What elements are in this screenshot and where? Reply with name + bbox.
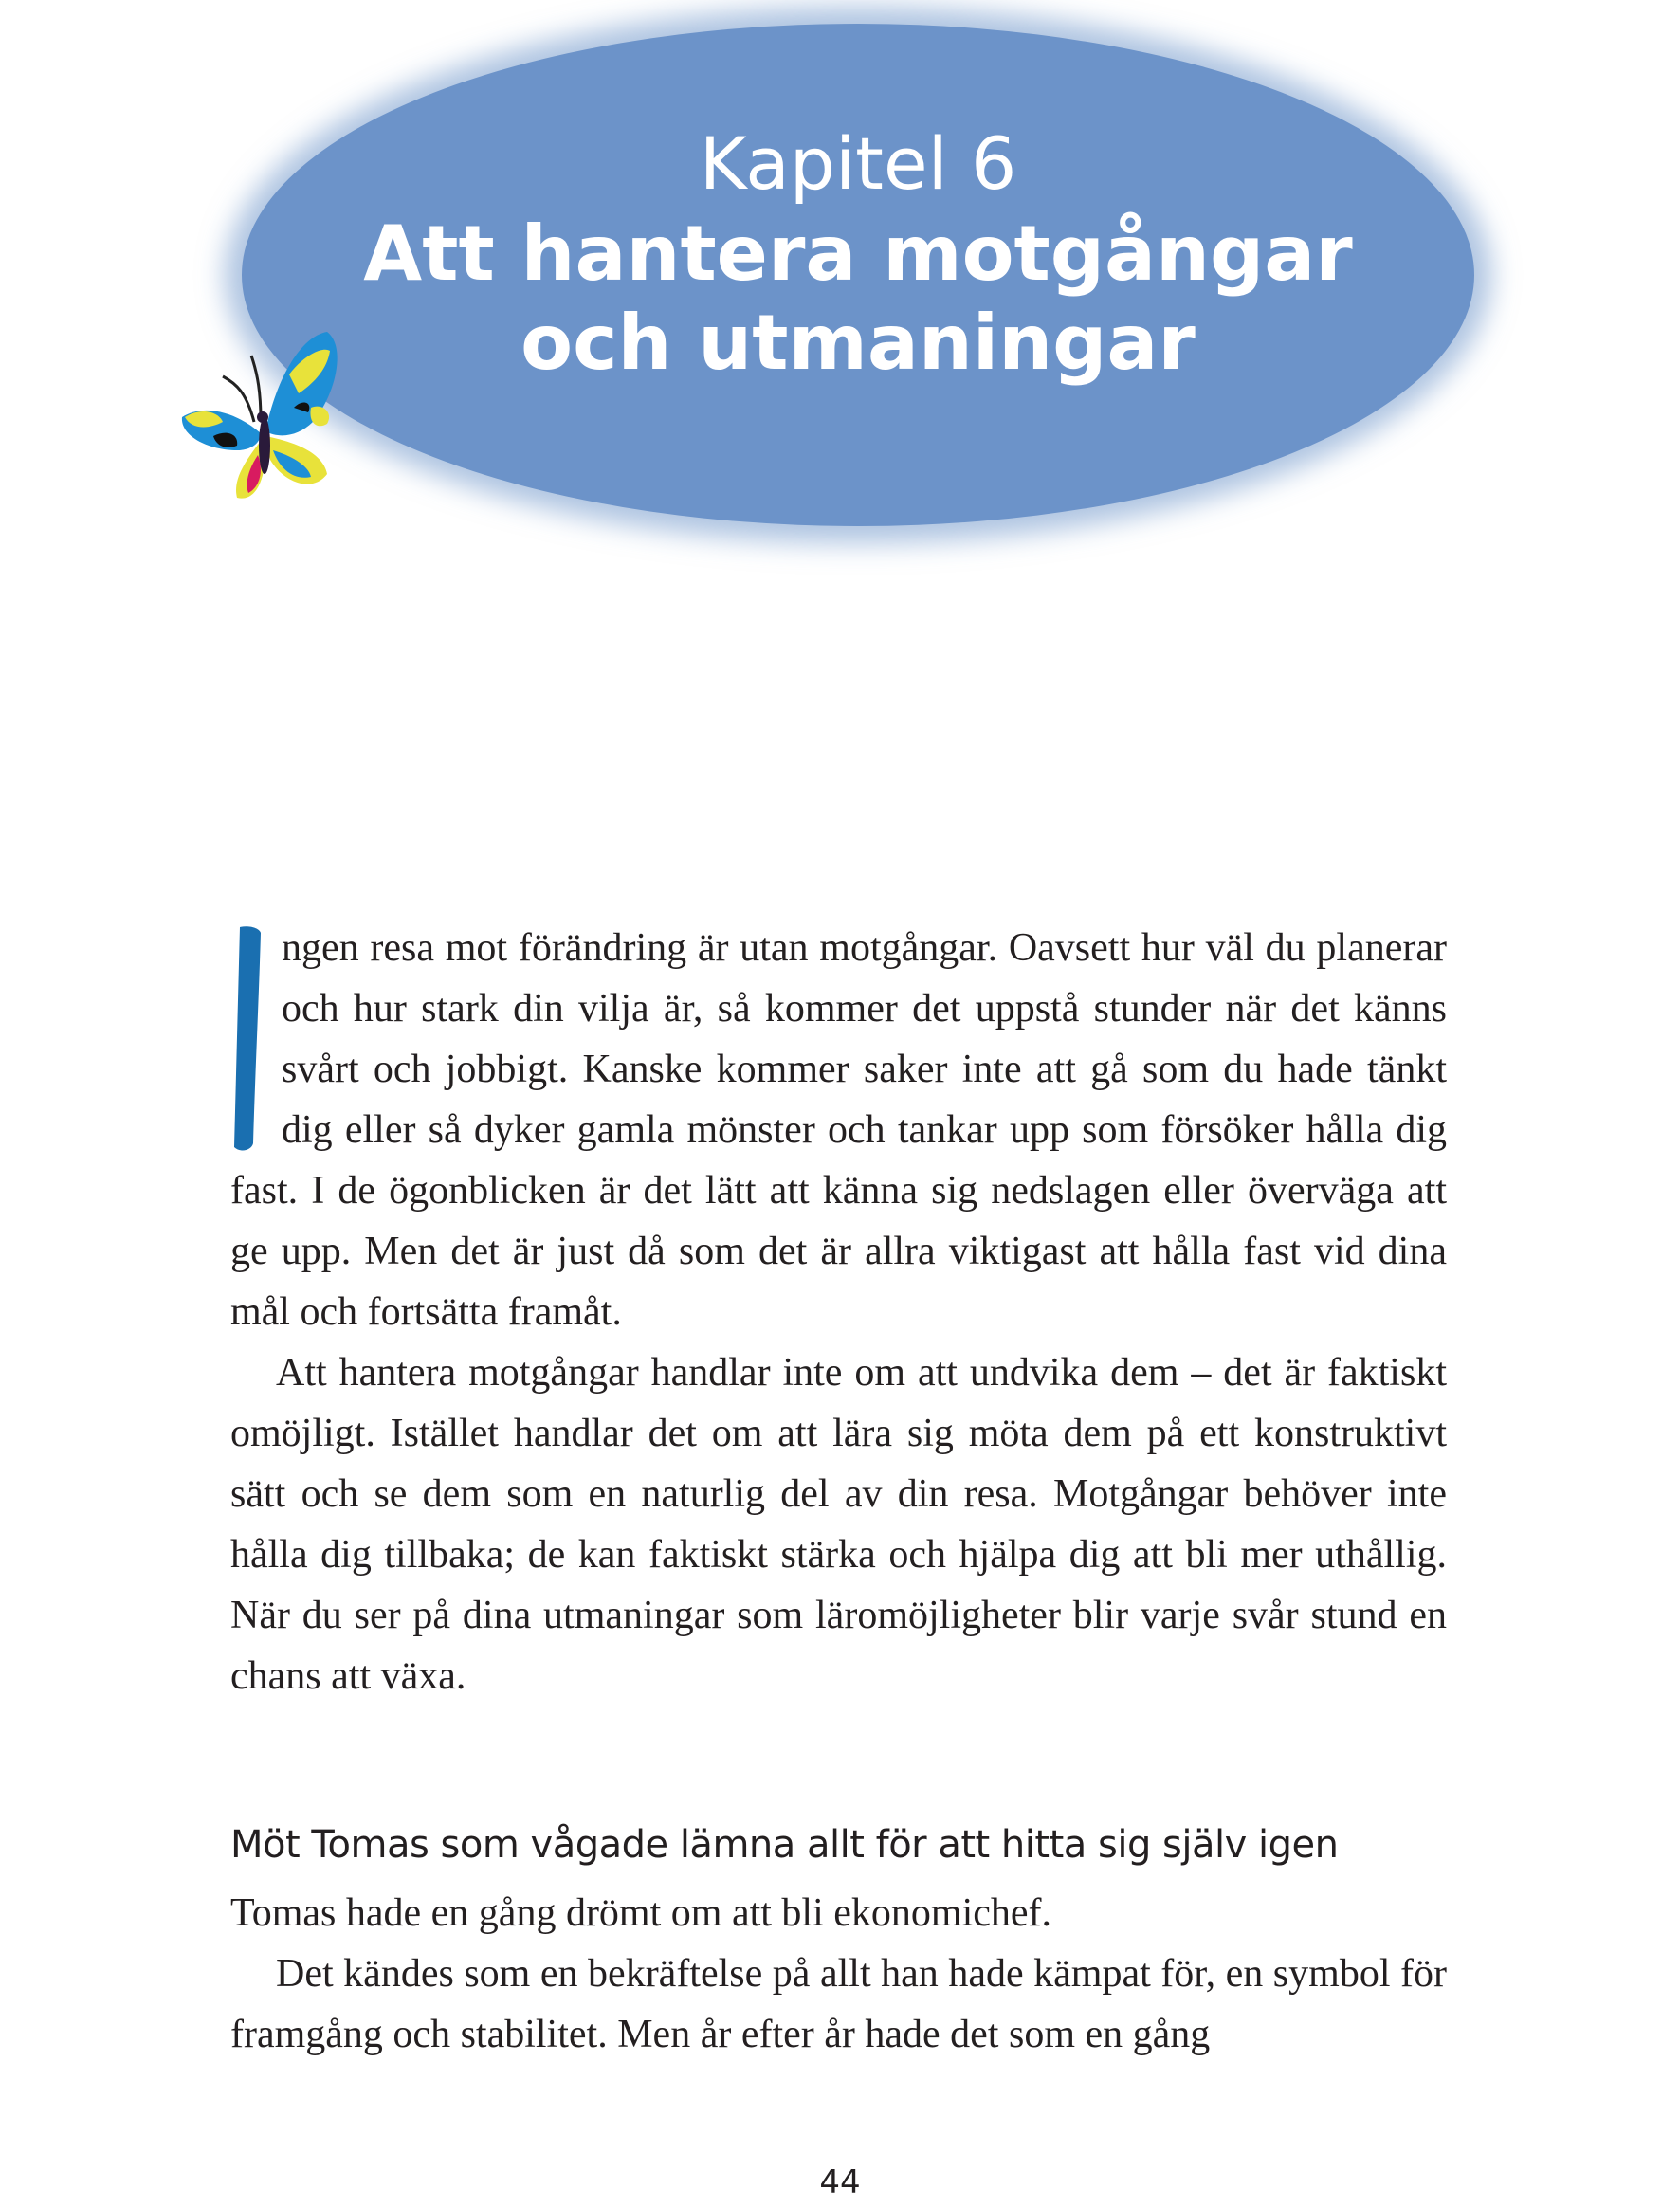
chapter-title-line2: och utmaningar bbox=[520, 299, 1196, 387]
chapter-title-line1: Att hantera motgångar bbox=[363, 210, 1353, 298]
section-paragraph-1: Tomas hade en gång drömt om att bli ekonomichef. bbox=[230, 1891, 1052, 1935]
page-number: 44 bbox=[819, 2163, 861, 2201]
intro-paragraph-1: ngen resa mot förändring är utan motgångar. Oavsett hur väl du planerar och hur stark din vilja är, så kommer det uppstå stunder när det känns svårt och jobbigt. Kanske kommer saker inte att gå som du hade tänkt dig eller så dyker gamla mönster och tankar upp som försöker hålla dig fast. I de ögonblicken är det lätt att känna sig nedslagen eller överväga att ge upp. Men det är just då som det är allra viktigast att hålla fast vid dina mål och fortsätta framåt. bbox=[230, 926, 1447, 1334]
intro-paragraph-2: Att hantera motgångar handlar inte om att undvika dem – det är faktiskt omöjligt. Istället handlar det om att lära sig möta dem på ett konstruktivt sätt och se dem som en naturlig del av din resa. Motgångar behöver inte hålla dig tillbaka; de kan faktiskt stärka och hjälpa dig att bli mer uthållig. När du ser på dina utmaningar som läromöjligheter blir varje svår stund en chans att växa. bbox=[230, 1351, 1447, 1698]
chapter-header bbox=[242, 119, 1474, 388]
section-paragraph-2: Det kändes som en bekräftelse på allt han hade kämpat för, en symbol för framgång och stabilitet. Men år efter år hade det som en gång bbox=[230, 1952, 1447, 2056]
drop-cap-letter-I bbox=[230, 923, 265, 1156]
chapter-label: Kapitel 6 bbox=[699, 121, 1017, 206]
section-heading: Möt Tomas som vågade lämna allt för att hitta sig själv igen bbox=[230, 1823, 1339, 1867]
intro-text bbox=[230, 918, 1447, 1706]
section-text bbox=[230, 1883, 1447, 2065]
butterfly-icon bbox=[171, 318, 360, 507]
